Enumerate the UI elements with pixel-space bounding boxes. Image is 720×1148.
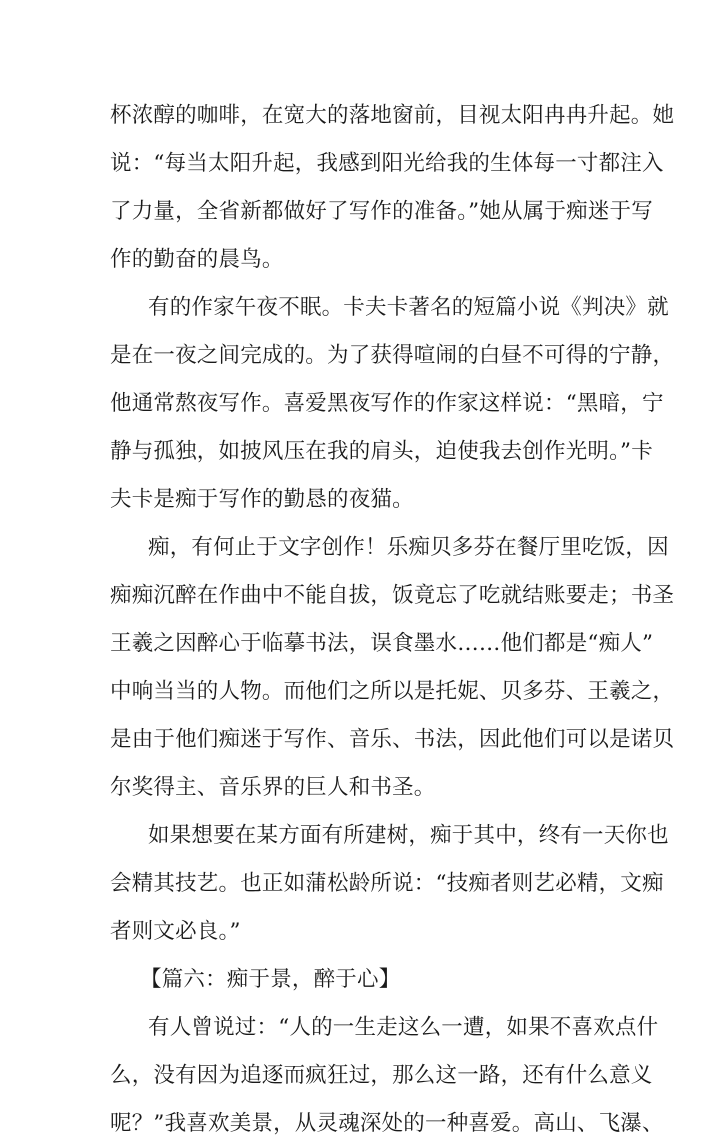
paragraph-line: 王羲之因醉心于临摹书法，误食墨水……他们都是“痴人” [110, 631, 654, 656]
paragraph-line: 静与孤独，如披风压在我的肩头，迫使我去创作光明。”卡 [110, 439, 653, 464]
paragraph-line: 会精其技艺。也正如蒲松龄所说：“技痴者则艺必精，文痴 [110, 871, 664, 896]
paragraph-first-line: 有人曾说过：“人的一生走这么一遭，如果不喜欢点什 [148, 1015, 659, 1040]
paragraph-line: 中响当当的人物。而他们之所以是托妮、贝多芬、王羲之， [110, 679, 675, 704]
paragraph-line: 说：“每当太阳升起，我感到阳光给我的生体每一寸都注入 [110, 151, 664, 176]
paragraph-line: 呢？”我喜欢美景，从灵魂深处的一种喜爱。高山、飞瀑、 [110, 1111, 664, 1136]
paragraph-line: 么，没有因为追逐而疯狂过，那么这一路，还有什么意义 [110, 1063, 653, 1088]
paragraph-line: 者则文必良。” [110, 919, 241, 944]
paragraph-first-line: 如果想要在某方面有所建树，痴于其中，终有一天你也 [148, 823, 669, 848]
paragraph-line: 杯浓醇的咖啡，在宽大的落地窗前，目视太阳冉冉升起。她 [110, 103, 675, 128]
paragraph-line: 是在一夜之间完成的。为了获得喧闹的白昼不可得的宁静， [110, 343, 675, 368]
paragraph-line: 夫卡是痴于写作的勤恳的夜猫。 [110, 487, 414, 512]
paragraph-first-line: 痴，有何止于文字创作！乐痴贝多芬在餐厅里吃饭，因 [148, 535, 669, 560]
paragraph-line: 尔奖得主、音乐界的巨人和书圣。 [110, 775, 436, 800]
paragraph-line: 了力量，全省新都做好了写作的准备。”她从属于痴迷于写 [110, 199, 653, 224]
paragraph-line: 他通常熬夜写作。喜爱黑夜写作的作家这样说：“黑暗，宁 [110, 391, 664, 416]
paragraph-first-line: 有的作家午夜不眠。卡夫卡著名的短篇小说《判决》就 [148, 295, 669, 320]
section-heading: 【篇六：痴于景，醉于心】 [140, 967, 401, 992]
paragraph-line: 痴痴沉醉在作曲中不能自拔，饭竟忘了吃就结账要走；书圣 [110, 583, 675, 608]
paragraph-line: 作的勤奋的晨鸟。 [110, 247, 284, 272]
paragraph-line: 是由于他们痴迷于写作、音乐、书法，因此他们可以是诺贝 [110, 727, 675, 752]
